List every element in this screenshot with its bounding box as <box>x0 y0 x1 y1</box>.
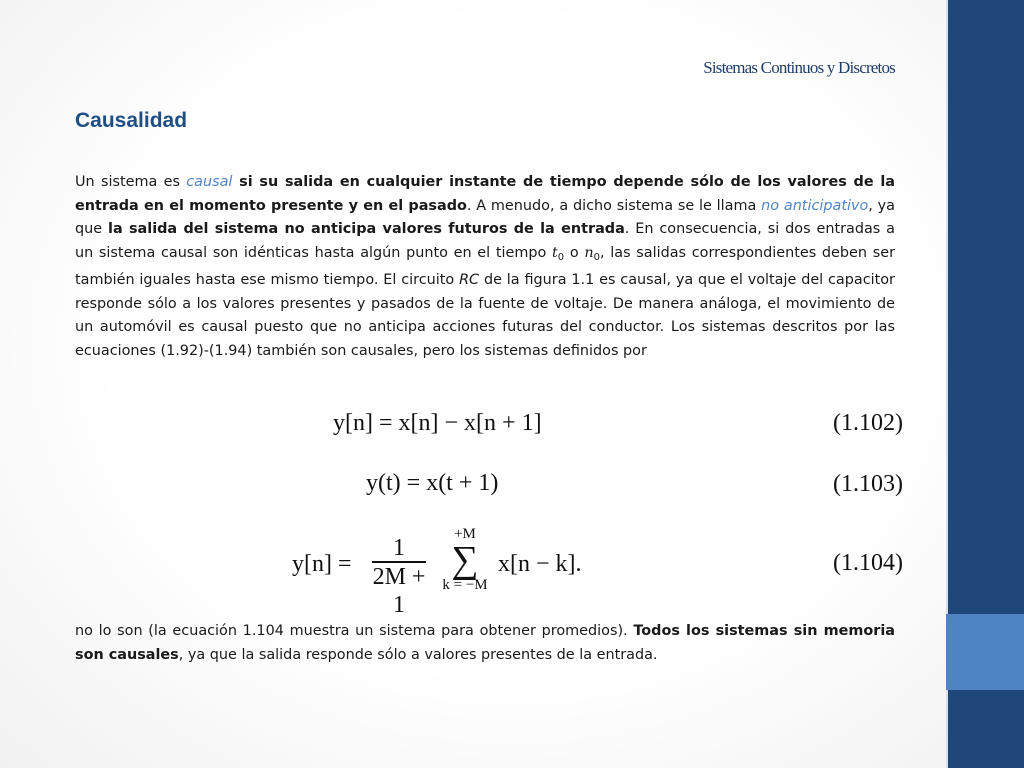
text-run: o <box>564 244 585 261</box>
bold-statement: Todos los sistemas sin memoria son causales <box>75 623 895 663</box>
bold-statement: la salida del sistema no anticipa valores futuros de la entrada <box>108 221 625 237</box>
sum-lower-limit: k = −M <box>442 577 488 593</box>
equation-1-103: y(t) = x(t + 1) <box>366 470 499 496</box>
math-subscript: 0 <box>557 251 565 263</box>
bold-definition: si su salida en cualquier instante de tiempo depende sólo de los valores de la entrada en el momento presente y en el pasado <box>75 174 895 214</box>
equation-1-104 <box>292 526 612 618</box>
equation-rhs: x[n − k]. <box>498 551 582 577</box>
math-n: n <box>584 244 594 261</box>
text-run: , ya que la salida responde sólo a valores presentes de la entrada. <box>178 646 658 663</box>
equation-1-102: y[n] = x[n] − x[n + 1] <box>333 410 542 436</box>
text-run: . En consecuencia, si dos entradas a un sistema causal son idénticas hasta algún punto en el tiempo <box>75 221 895 261</box>
fraction <box>370 535 428 619</box>
text-run: no lo son (la ecuación 1.104 muestra un sistema para obtener promedios). <box>75 623 634 639</box>
equation-lhs: y[n] = <box>292 551 352 577</box>
math-t: t <box>551 244 558 261</box>
paragraph-conclusion <box>75 620 895 667</box>
term-no-anticipativo: no anticipativo <box>761 197 869 214</box>
math-subscript: 0 <box>593 251 600 263</box>
equation-number: (1.102) <box>833 410 903 436</box>
equation-number: (1.104) <box>833 550 903 576</box>
slide-header: Sistemas Continuos y Discretos <box>703 58 895 77</box>
sum-upper-limit: +M <box>454 526 476 542</box>
sidebar-accent-block <box>946 614 1024 690</box>
sum-symbol: ∑ <box>451 539 479 581</box>
text-run: . A menudo, a dicho sistema se le llama <box>466 197 762 214</box>
fraction-numerator: 1 <box>393 535 405 561</box>
text-run: , ya que <box>75 197 895 237</box>
text-run: Un sistema es <box>75 174 187 190</box>
paragraph-causality <box>75 171 895 363</box>
slide-title: Causalidad <box>75 109 188 132</box>
fraction-denominator: 2M + 1 <box>372 564 426 618</box>
text-run: de la figura 1.1 es causal, ya que el voltaje del capacitor responde sólo a los valores presentes y pasados de la fuente de voltaje. De manera análoga, el movimiento de un automóvil es causal puesto que no anticipa acciones futuras del conductor. Los sistemas descritos por las ecuaciones (1.92)-(1.94) también son causales, pero los sistemas definidos por <box>75 272 895 359</box>
text-run: , las salidas correspondientes deben ser también iguales hasta ese mismo tiempo. El circuito <box>75 244 895 288</box>
term-causal: causal <box>186 174 233 190</box>
term-rc: RC <box>459 272 480 288</box>
equation-number: (1.103) <box>833 471 903 497</box>
summation <box>440 527 490 593</box>
